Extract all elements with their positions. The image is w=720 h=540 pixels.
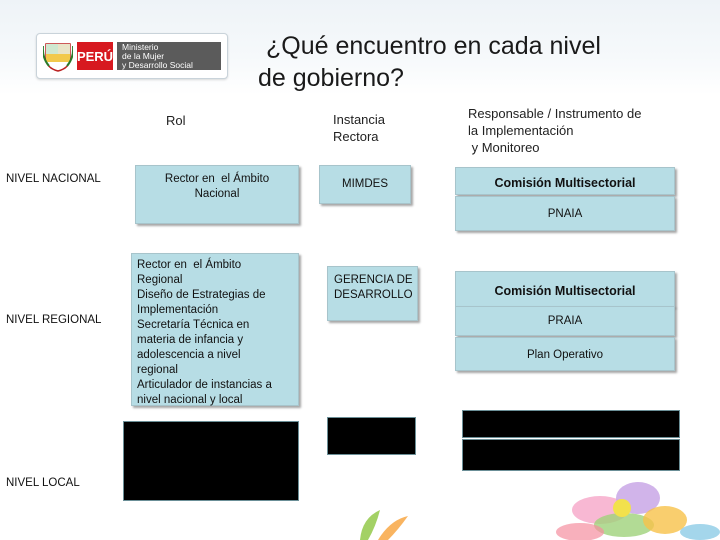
level-label-local: NIVEL LOCAL xyxy=(6,477,80,489)
nacional-pnaia-box: PNAIA xyxy=(455,196,675,231)
regional-plan-box: Plan Operativo xyxy=(455,337,675,371)
regional-praia-box: PRAIA xyxy=(455,306,675,336)
coat-of-arms-icon xyxy=(43,40,73,72)
ministry-logo xyxy=(36,33,228,79)
column-header-responsable: Responsable / Instrumento de la Implementación y Monitoreo xyxy=(468,106,642,155)
regional-comision-box: Comisión Multisectorial xyxy=(455,271,675,307)
column-header-instancia: Instancia Rectora xyxy=(333,112,386,144)
level-label-nacional: NIVEL NACIONAL xyxy=(6,173,101,185)
nacional-rol-box: Rector en el Ámbito Nacional xyxy=(135,165,299,224)
local-instancia-redacted xyxy=(327,417,416,455)
flower-decoration-icon xyxy=(540,470,720,540)
local-rol-redacted xyxy=(123,421,299,501)
page-title xyxy=(258,30,698,94)
title-line-1: ¿Qué encuentro en cada nivel xyxy=(266,32,601,60)
column-header-rol: Rol xyxy=(166,113,186,128)
local-instrumento-redacted xyxy=(462,439,680,471)
regional-instancia-box: GERENCIA DE DESARROLLO xyxy=(327,266,418,321)
leaf-decoration-icon xyxy=(350,500,410,540)
peru-label: PERÚ xyxy=(77,42,113,70)
ministry-name: Ministerio de la Mujer y Desarrollo Social xyxy=(117,42,221,70)
nacional-comision-box: Comisión Multisectorial xyxy=(455,167,675,195)
title-line-2: de gobierno? xyxy=(258,64,404,92)
local-responsable-redacted xyxy=(462,410,680,438)
level-label-regional: NIVEL REGIONAL xyxy=(6,314,102,326)
nacional-instancia-box: MIMDES xyxy=(319,165,411,204)
regional-rol-box: Rector en el Ámbito Regional Diseño de Estrategias de Implementación Secretaría Técnica en materia de infancia y adolescencia a nivel regional Articulador de instancias a nivel nacional y local xyxy=(131,253,299,406)
